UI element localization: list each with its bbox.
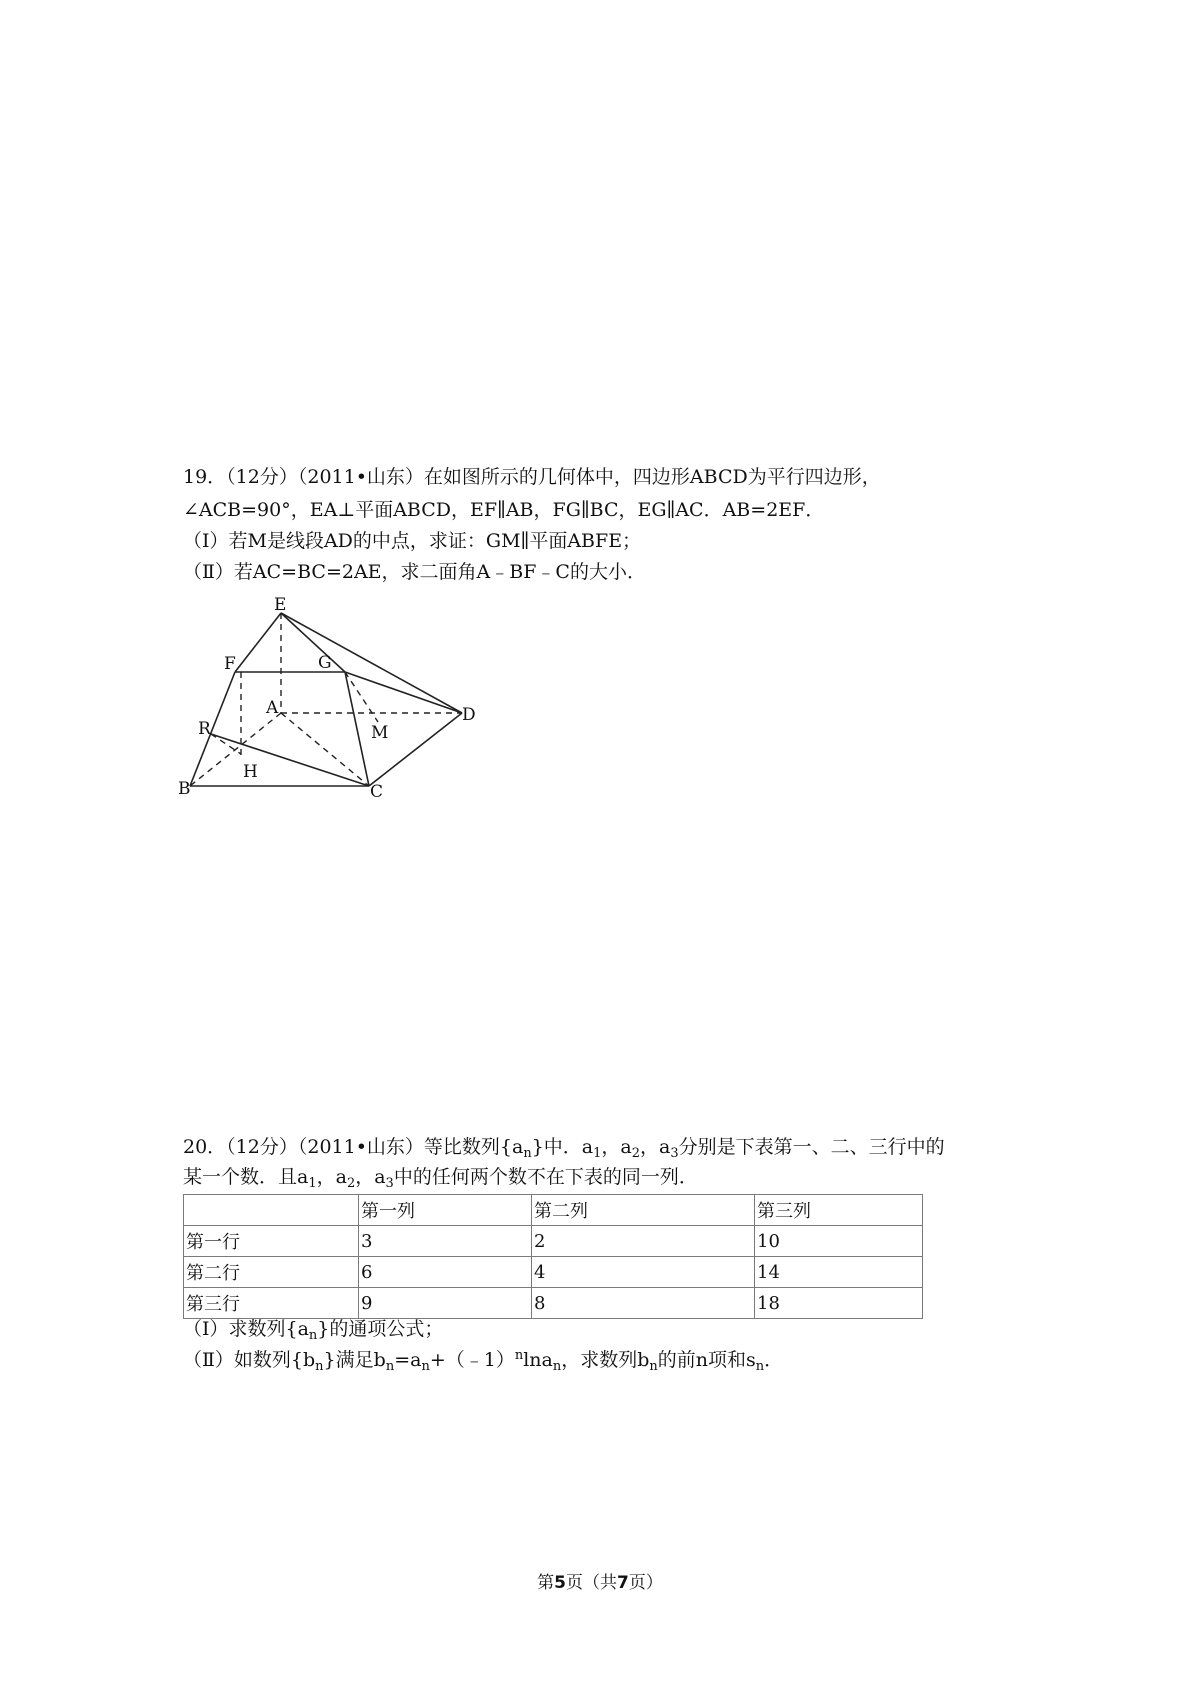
q19-part2: （Ⅱ）若AC=BC=2AE，求二面角A﹣BF﹣C的大小．	[183, 561, 646, 583]
edge-EF	[235, 613, 281, 672]
q20-part1: （Ⅰ）求数列$\{a_n\}$的通项公式；	[183, 1318, 444, 1343]
table-row	[184, 1226, 923, 1257]
geometry-figure	[178, 596, 498, 804]
table-row	[184, 1288, 923, 1319]
table-cell: 第二行	[184, 1257, 359, 1288]
page-number: 5	[554, 1573, 566, 1593]
label-R: R	[198, 719, 211, 739]
table-cell: 2	[532, 1226, 755, 1257]
edge-GD	[345, 672, 462, 713]
q20-stem-line2: 某一个数．且$a_1$，$a_2$，$a_3$中的任何两个数不在下表的同一列．	[183, 1166, 698, 1191]
table-cell: 18	[755, 1288, 923, 1319]
label-F: F	[224, 654, 236, 674]
label-E: E	[274, 596, 287, 615]
table-cell: 6	[359, 1257, 532, 1288]
table-cell: 3	[359, 1226, 532, 1257]
table-row	[184, 1257, 923, 1288]
label-H: H	[243, 762, 258, 782]
table-cell	[184, 1195, 359, 1226]
total-pages: 7	[617, 1573, 629, 1593]
data-table	[183, 1194, 923, 1319]
table-cell: 8	[532, 1288, 755, 1319]
table-cell: 第一行	[184, 1226, 359, 1257]
q20-stem-line1: 20．（12分）（2011•山东）等比数列$\{a_n\}$中．$a_1$，$a_2$，$a_3$分别是下表第一、二、三行中的	[183, 1136, 945, 1161]
table-cell: 9	[359, 1288, 532, 1319]
q19-stem-line2: ∠ACB=90°，EA⊥平面ABCD，EF∥AB，FG∥BC，EG∥AC．AB=2EF．	[183, 499, 825, 521]
label-M: M	[371, 723, 389, 743]
q19-part1: （Ⅰ）若M是线段AD的中点，求证：GM∥平面ABFE；	[183, 530, 642, 552]
label-C: C	[370, 782, 384, 802]
table-header-row	[184, 1195, 923, 1226]
table-cell: 第三列	[755, 1195, 923, 1226]
table-cell: 第三行	[184, 1288, 359, 1319]
edge-ED	[281, 613, 462, 713]
edge-RH	[211, 734, 241, 754]
edge-RC	[211, 734, 369, 786]
table-cell: 4	[532, 1257, 755, 1288]
page-footer: 第5页（共7页）	[537, 1573, 663, 1593]
q20-part2: （Ⅱ）如数列$\{b_n\}$满足$b_n=a_n+(﹣1)^n\ln a_n$，求数列$b_n$的前n项和$s_n$．	[183, 1348, 784, 1374]
edge-FB	[190, 672, 235, 786]
table-cell: 第一列	[359, 1195, 532, 1226]
table-cell: 14	[755, 1257, 923, 1288]
edge-GC	[345, 672, 369, 786]
label-G: G	[318, 653, 332, 673]
q19-stem-line1: 19．（12分）（2011•山东）在如图所示的几何体中，四边形ABCD为平行四边形，	[183, 466, 881, 488]
figure-solid-edges	[190, 613, 462, 786]
label-D: D	[462, 705, 476, 725]
label-B: B	[178, 779, 191, 799]
table-cell: 第二列	[532, 1195, 755, 1226]
table-cell: 10	[755, 1226, 923, 1257]
label-A: A	[266, 698, 279, 718]
